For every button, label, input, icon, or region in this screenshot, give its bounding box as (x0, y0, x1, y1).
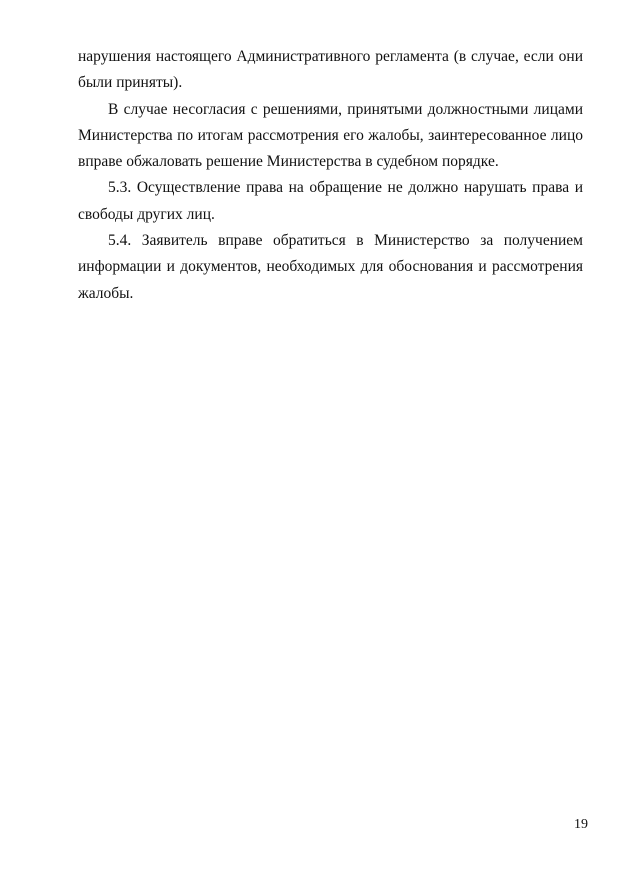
paragraph-5-4: 5.4. Заявитель вправе обратиться в Министерство за получением информации и документов, необходимых для обоснования и рассмотрения жалобы. (78, 232, 583, 302)
paragraph-continuation: нарушения настоящего Административного регламента (в случае, если они были приняты). (78, 48, 583, 92)
paragraph-appeal-court: В случае несогласия с решениями, принятыми должностными лицами Министерства по итогам рассмотрения его жалобы, заинтересованное лицо вправе обжаловать решение Министерства в судебном порядке. (78, 100, 583, 171)
document-body (78, 44, 583, 307)
paragraph-5-3: 5.3. Осуществление права на обращение не должно нарушать права и свободы других лиц. (78, 179, 583, 223)
page-number: 19 (574, 817, 588, 832)
